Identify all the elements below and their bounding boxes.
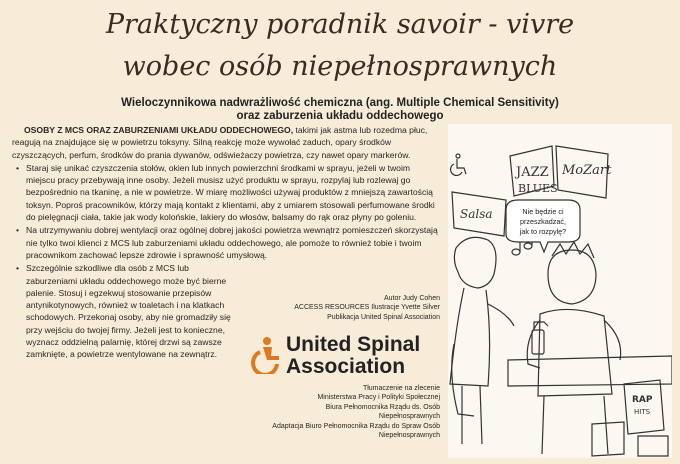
page-title-line-2: wobec osób niepełnosprawnych (122, 51, 558, 82)
section-subtitle-line-2: oraz zaburzenia układu oddechowego (236, 110, 444, 122)
united-spinal-logo (250, 334, 440, 382)
page-title-line-1: Praktyczny poradnik savoir - vivre (105, 9, 575, 40)
section-subtitle-line-1: Wieloczynnikowa nadwrażliwość chemiczna (ang. Multiple Chemical Sensitivity) (121, 97, 559, 109)
advice-item-1: • Staraj się unikać czyszczenia stołów, okien lub innych powierzchni środkami w sprayu, jeżeli w twoim miejscu pracy przebywają inne osoby. Jeżeli musisz użyć produktu w sprayu, rozpylaj lub rozlewaj go bezpośrednio na tkaninę, a nie w powietrze. W miarę możliwości używaj produktów z mniejszą zawartością toksyn. Poproś pracowników, którzy mają kontakt z klientami, aby z umiarem stosowali perfumowane środki do pielęgnacji ciała, takie jak wody kolońskie, lakiery do włosów, balsamy do rąk oraz płyny po goleniu. (12, 162, 440, 223)
translation-line-2: Ministerstwa Pracy i Polityki Społecznej (317, 394, 440, 402)
sign-blues: BLUES (518, 182, 558, 195)
speech-line-1: Nie będzie ci (522, 207, 564, 216)
speech-line-2: przeszkadzać, (520, 217, 566, 226)
sign-jazz: JAZZ (516, 165, 549, 180)
translation-line-1: Tłumaczenie na zlecenie (362, 385, 440, 392)
sign-salsa: Salsa (460, 207, 493, 221)
cartoon-illustration (448, 124, 672, 458)
advice-item-2: • Na utrzymywaniu dobrej wentylacji oraz ogólnej dobrej jakości powietrza wewnątrz pomieszczeń skorzystają nie tylko twoi klienci z MCS lub zaburzeniami układu oddechowego, ale pomoże to również tobie i twoim pracownikom zachować lepsze zdrowie i sprawność umysłową. (12, 224, 440, 261)
intro-paragraph (12, 124, 440, 161)
publication-credit: Publikacja United Spinal Association (327, 313, 440, 321)
intro-text: takimi jak astma lub rozedma płuc, reagują na znajdujące się w powietrzu toksyny. Silną reakcję może wywołać zaduch, opary środków czyszczących, perfum, środków do prania dywanów, odświeżaczy powietrza, czy nawet opary markerów. (12, 125, 428, 160)
logo-text-line-1: United Spinal (286, 333, 421, 356)
bin-label-2: HITS (634, 408, 651, 416)
illustration-credit: ACCESS RESOURCES Ilustracje Yvette Silver (294, 304, 440, 312)
logo-text-line-2: Association (286, 355, 406, 378)
bin-label-1: RAP (632, 395, 653, 405)
translation-line-3: Biura Pełnomocnika Rządu ds. Osób (325, 403, 440, 411)
translation-line-4: Niepełnosprawnych (378, 413, 440, 421)
cartoon-drawing (448, 124, 672, 458)
credits-block (242, 294, 440, 454)
author-credit: Autor Judy Cohen (383, 295, 440, 302)
intro-heading: OSOBY Z MCS ORAZ ZABURZENIAMI UKŁADU ODDECHOWEGO, (24, 125, 294, 135)
wheelchair-logo-icon (250, 336, 282, 374)
sign-mozart: MoZart (562, 163, 612, 178)
speech-line-3: jak to rozpylę? (519, 227, 567, 236)
advice-item-3: • Szczególnie szkodliwe dla osób z MCS lub zaburzeniami układu oddechowego może być bierne palenie. Stosuj i egzekwuj stosowanie przepisów antynikotynowych, również w toaletach i na klatkach schodowych. Przekonaj osoby, aby nie gromadziły się przy wejściu do twojej firmy. Jeżeli jest to konieczne, wyznacz oddzielną palarnię, której drzwi są zawsze zamknięte, a powietrze wentylowane na zewnątrz. (12, 262, 238, 360)
wheelchair-sign-icon (451, 154, 466, 175)
adaptation-line-1: Adaptacja Biuro Pełnomocnika Rządu do Spraw Osób (272, 422, 440, 430)
adaptation-line-2: Niepełnosprawnych (378, 432, 440, 440)
